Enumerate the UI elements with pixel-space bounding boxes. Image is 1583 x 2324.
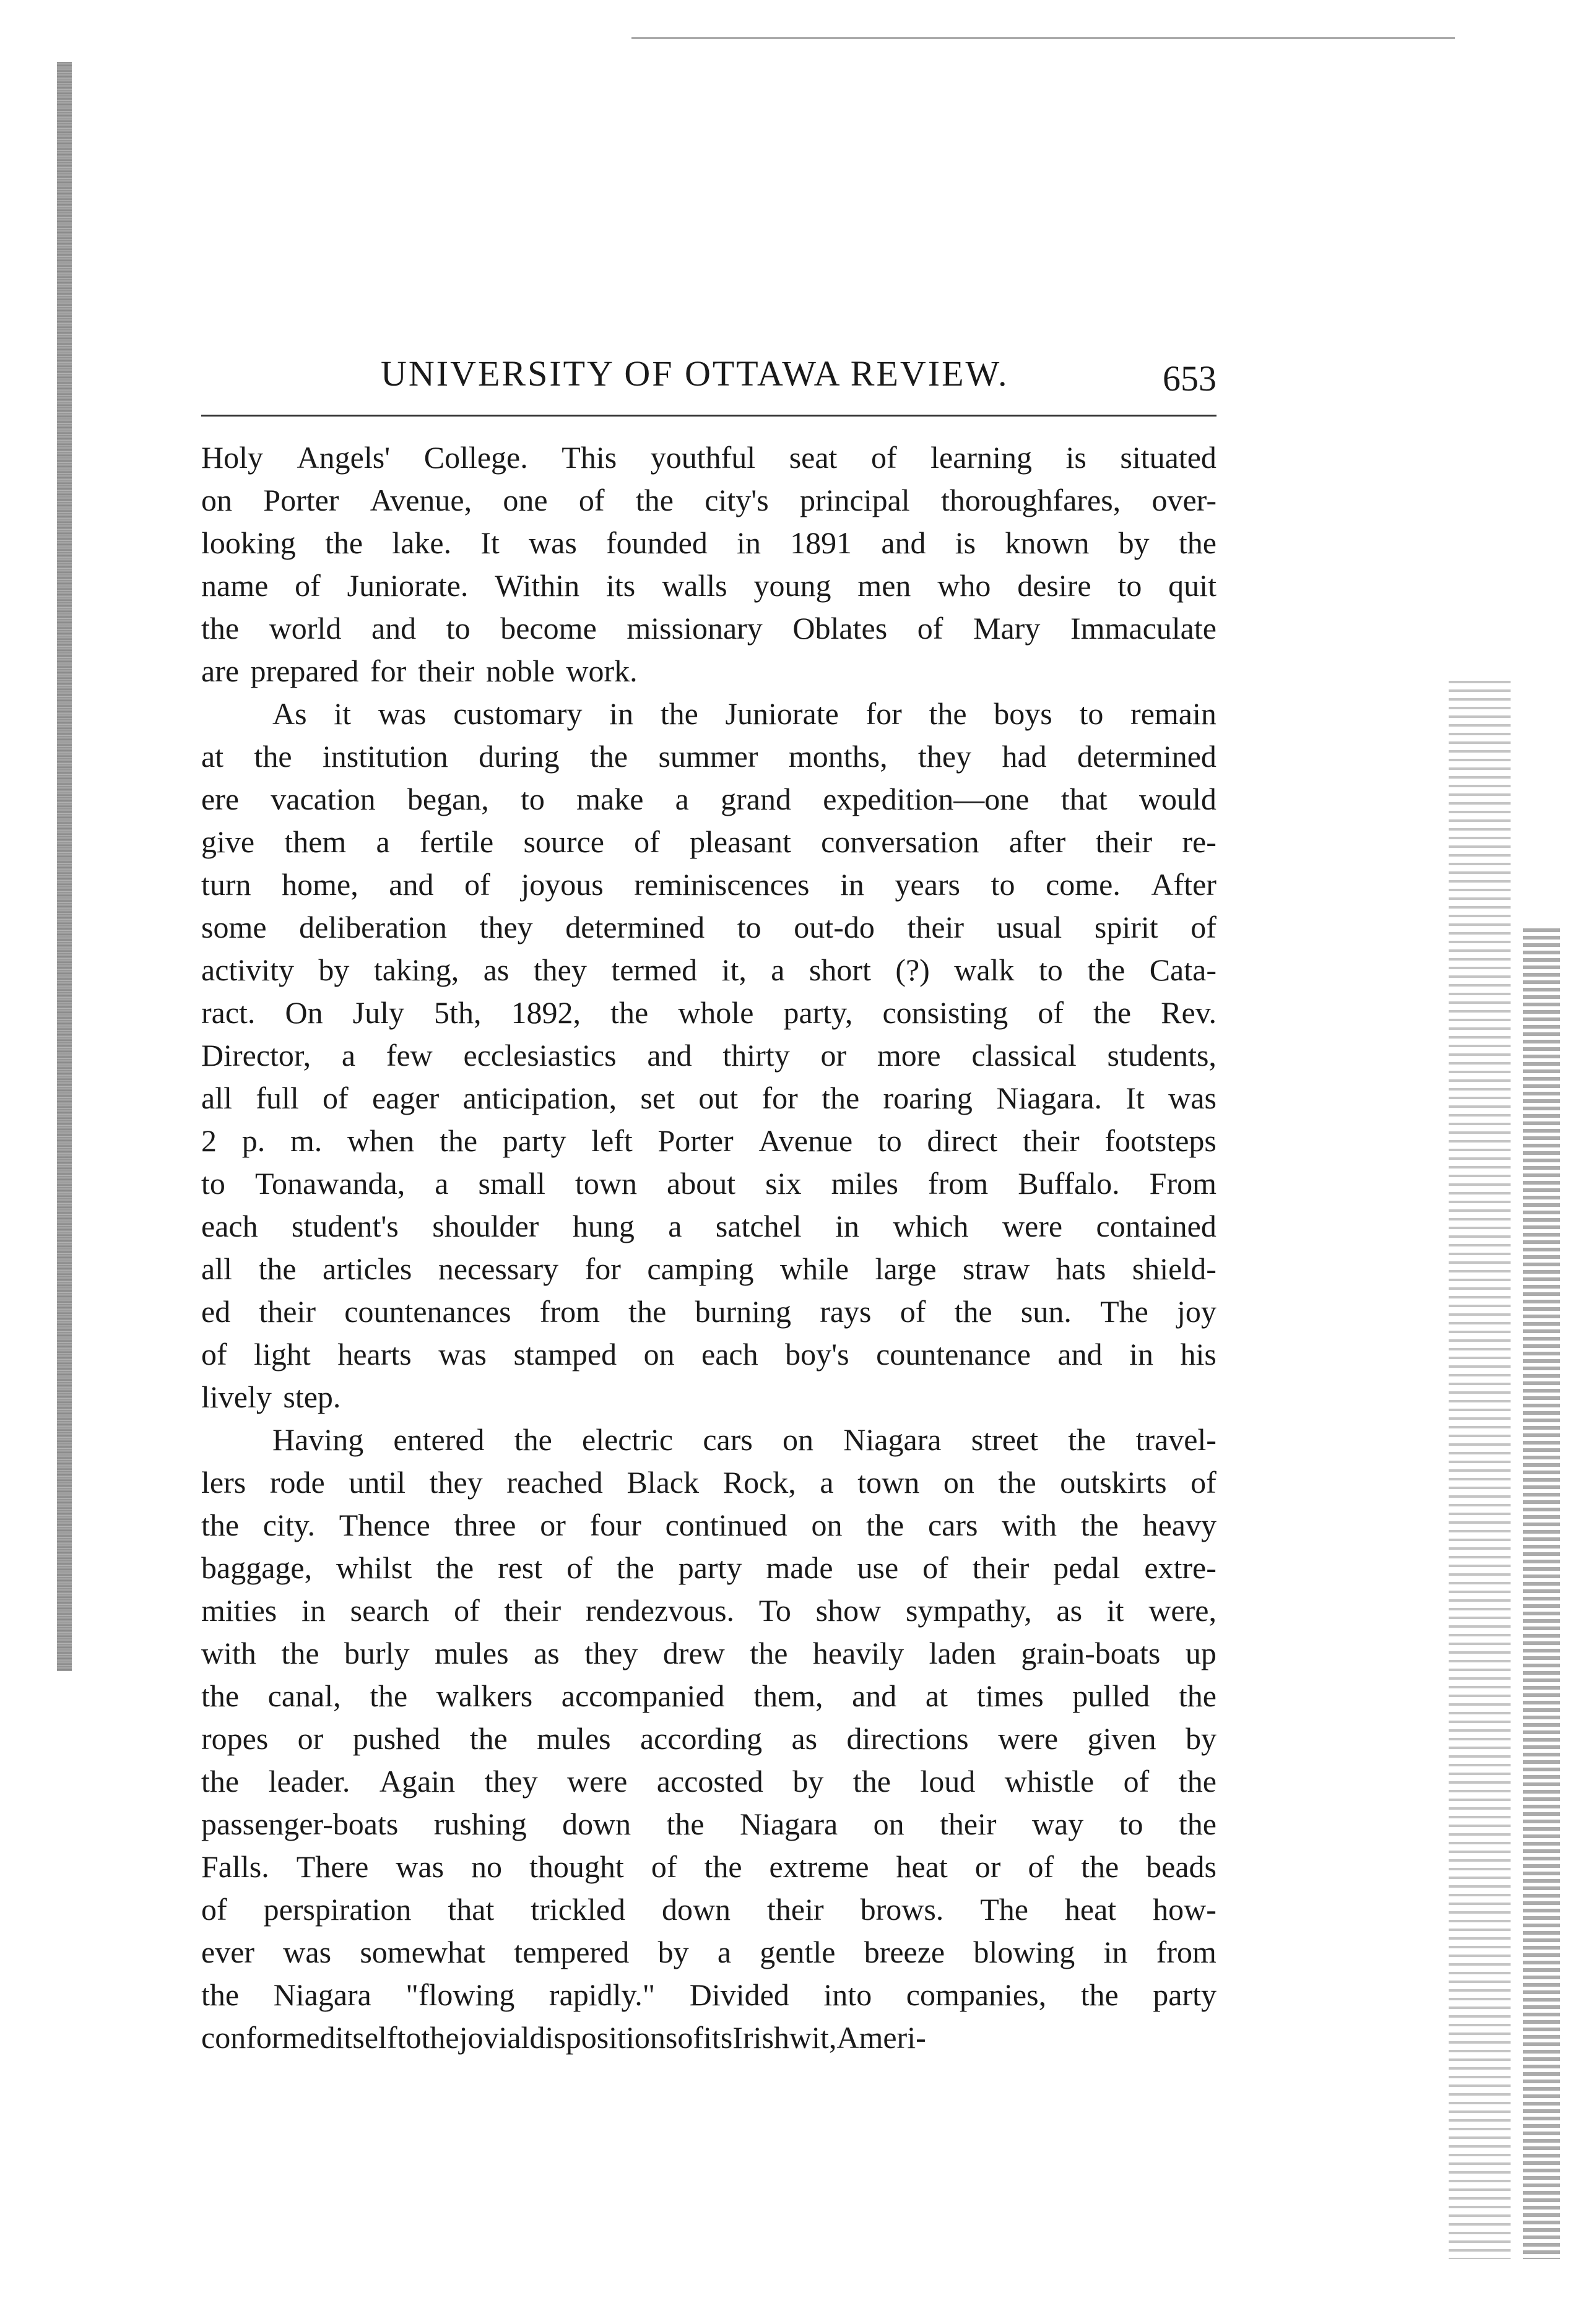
text-line: of perspiration that trickled down their brows. The heat how- bbox=[201, 1892, 1217, 1927]
text-line: activity by taking, as they termed it, a short (?) walk to the Cata- bbox=[201, 952, 1217, 987]
text-line: lers rode until they reached Black Rock, a town on the outskirts of bbox=[201, 1465, 1217, 1500]
text-line: of light hearts was stamped on each boy's countenance and in his bbox=[201, 1337, 1217, 1372]
text-line: all the articles necessary for camping while large straw hats shield- bbox=[201, 1251, 1217, 1286]
text-line: with the burly mules as they drew the heavily laden grain-boats up bbox=[201, 1636, 1217, 1670]
text-line: the city. Thence three or four continued on the cars with the heavy bbox=[201, 1508, 1217, 1542]
text-line: at the institution during the summer months, they had determined bbox=[201, 739, 1217, 774]
text-line: the canal, the walkers accompanied them, and at times pulled the bbox=[201, 1678, 1217, 1713]
binding-edge-shadow bbox=[57, 62, 72, 1671]
scan-top-rule bbox=[631, 37, 1455, 39]
text-line: on Porter Avenue, one of the city's principal thoroughfares, over- bbox=[201, 483, 1217, 517]
running-title: UNIVERSITY OF OTTAWA REVIEW. bbox=[381, 353, 1009, 394]
text-line: ere vacation began, to make a grand expedition—one that would bbox=[201, 782, 1217, 816]
running-head bbox=[201, 353, 1217, 408]
text-line: Director, a few ecclesiastics and thirty or more classical students, bbox=[201, 1038, 1217, 1073]
text-line: passenger-boats rushing down the Niagara on their way to the bbox=[201, 1807, 1217, 1841]
text-line: some deliberation they determined to out-do their usual spirit of bbox=[201, 910, 1217, 944]
text-line: Falls. There was no thought of the extreme heat or of the beads bbox=[201, 1849, 1217, 1884]
text-line: As it was customary in the Juniorate for the boys to remain bbox=[272, 696, 1217, 731]
text-line: ropes or pushed the mules according as directions were given by bbox=[201, 1721, 1217, 1756]
text-line: turn home, and of joyous reminiscences in years to come. After bbox=[201, 867, 1217, 902]
scan-margin-noise bbox=[1523, 928, 1560, 2259]
text-line: baggage, whilst the rest of the party made use of their pedal extre- bbox=[201, 1550, 1217, 1585]
text-line: to Tonawanda, a small town about six miles from Buffalo. From bbox=[201, 1166, 1217, 1201]
text-line: lively step. bbox=[201, 1380, 341, 1414]
header-rule bbox=[201, 415, 1217, 417]
text-line: ract. On July 5th, 1892, the whole party, consisting of the Rev. bbox=[201, 995, 1217, 1030]
text-line: mities in search of their rendezvous. To show sympathy, as it were, bbox=[201, 1593, 1217, 1628]
text-line: looking the lake. It was founded in 1891 and is known by the bbox=[201, 525, 1217, 560]
page-number: 653 bbox=[1163, 358, 1217, 399]
text-line: conformed itself to the jovial dispositions of its Irish wit, Ameri- bbox=[201, 2020, 926, 2055]
text-line: the world and to become missionary Oblates of Mary Immaculate bbox=[201, 611, 1217, 646]
body-text bbox=[201, 436, 1217, 2059]
text-line: Holy Angels' College. This youthful seat of learning is situated bbox=[201, 440, 1217, 475]
scan-margin-noise bbox=[1449, 681, 1511, 2259]
text-line: the leader. Again they were accosted by the loud whistle of the bbox=[201, 1764, 1217, 1799]
text-line: give them a fertile source of pleasant conversation after their re- bbox=[201, 824, 1217, 859]
text-line: 2 p. m. when the party left Porter Avenue to direct their footsteps bbox=[201, 1123, 1217, 1158]
text-line: name of Juniorate. Within its walls young men who desire to quit bbox=[201, 568, 1217, 603]
text-line: Having entered the electric cars on Niagara street the travel- bbox=[272, 1422, 1217, 1457]
text-line: the Niagara "flowing rapidly." Divided into companies, the party bbox=[201, 1977, 1217, 2012]
text-line: all full of eager anticipation, set out for the roaring Niagara. It was bbox=[201, 1081, 1217, 1115]
text-line: ed their countenances from the burning rays of the sun. The joy bbox=[201, 1294, 1217, 1329]
text-line: are prepared for their noble work. bbox=[201, 654, 638, 688]
text-line: ever was somewhat tempered by a gentle breeze blowing in from bbox=[201, 1935, 1217, 1969]
text-line: each student's shoulder hung a satchel in which were contained bbox=[201, 1209, 1217, 1243]
